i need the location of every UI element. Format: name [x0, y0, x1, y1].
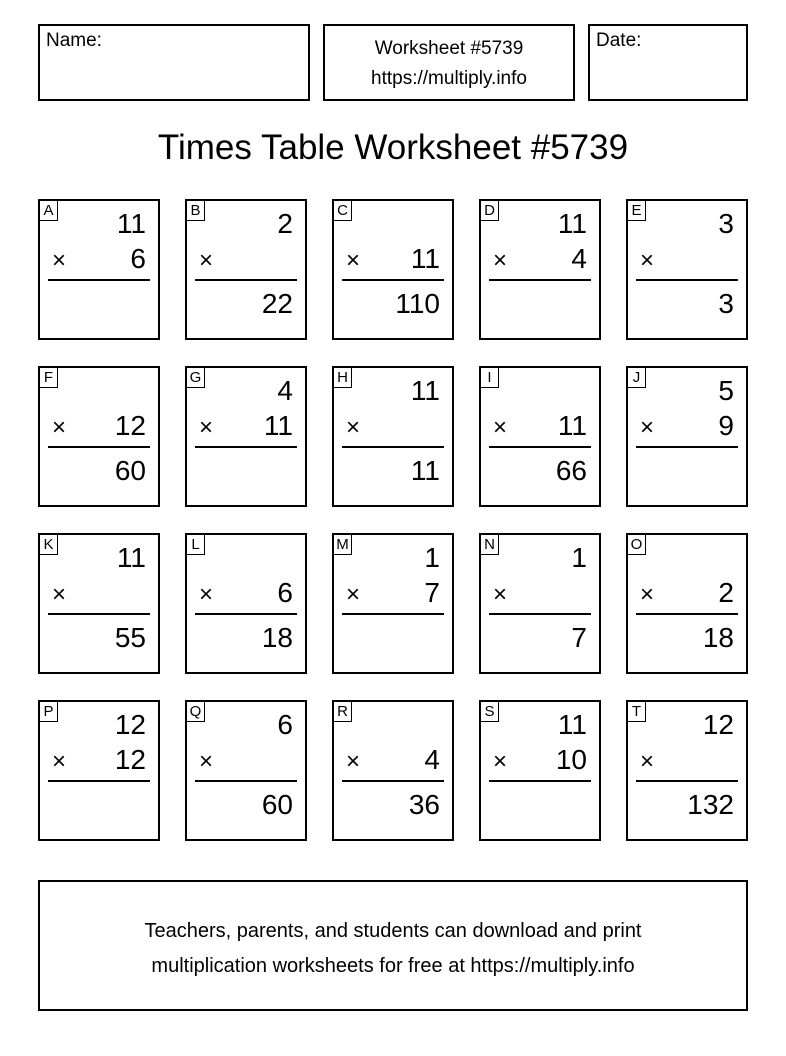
multiplicand: 11 [557, 208, 587, 239]
product: 132 [687, 789, 734, 820]
times-sign: × [52, 748, 67, 775]
multiplicand: 5 [718, 375, 734, 406]
answer-rule [48, 446, 150, 448]
problem-label: I [481, 368, 499, 388]
multiplicand: 11 [557, 709, 587, 740]
problem-card-d [479, 199, 601, 340]
problem-label: L [187, 535, 205, 555]
problem-card-j [626, 366, 748, 507]
worksheet-number: Worksheet #5739 [374, 38, 524, 59]
times-sign: × [640, 748, 655, 775]
times-sign: × [199, 247, 214, 274]
problem-card-k [38, 533, 160, 674]
times-sign: × [199, 748, 214, 775]
multiplicand: 2 [277, 208, 293, 239]
product: 110 [395, 288, 440, 319]
date-field-box [588, 24, 748, 101]
multiplier: 7 [424, 577, 440, 608]
problem-card-t [626, 700, 748, 841]
problem-label: A [40, 201, 58, 221]
date-label: Date: [596, 30, 642, 51]
problem-card-s [479, 700, 601, 841]
problem-card-q [185, 700, 307, 841]
multiplier: 6 [277, 577, 293, 608]
multiplier: 11 [263, 410, 293, 441]
answer-rule [636, 446, 738, 448]
product: 11 [410, 455, 440, 486]
problem-label: C [334, 201, 352, 221]
answer-rule [489, 446, 591, 448]
problem-card-b [185, 199, 307, 340]
problem-label: R [334, 702, 352, 722]
problem-card-h [332, 366, 454, 507]
times-sign: × [493, 414, 508, 441]
times-sign: × [52, 247, 67, 274]
multiplicand: 1 [424, 542, 440, 573]
page-title: Times Table Worksheet #5739 [157, 128, 629, 167]
product: 55 [114, 622, 146, 653]
times-sign: × [346, 414, 361, 441]
multiplicand: 12 [114, 709, 146, 740]
problem-card-f [38, 366, 160, 507]
answer-rule [636, 279, 738, 281]
problem-label: T [628, 702, 646, 722]
problem-label: S [481, 702, 499, 722]
problem-card-e [626, 199, 748, 340]
worksheet-url: https://multiply.info [371, 68, 527, 89]
name-field-box [38, 24, 310, 101]
multiplicand: 1 [571, 542, 587, 573]
problem-label: P [40, 702, 58, 722]
problem-label: K [40, 535, 58, 555]
multiplicand: 11 [116, 208, 146, 239]
answer-rule [342, 613, 444, 615]
multiplier: 10 [555, 744, 587, 775]
name-label: Name: [46, 30, 102, 51]
answer-rule [195, 780, 297, 782]
times-sign: × [346, 247, 361, 274]
answer-rule [195, 613, 297, 615]
problem-card-n [479, 533, 601, 674]
times-sign: × [346, 748, 361, 775]
answer-rule [489, 613, 591, 615]
problem-label: G [187, 368, 205, 388]
problem-label: Q [187, 702, 205, 722]
problem-label: D [481, 201, 499, 221]
times-sign: × [52, 414, 67, 441]
footer-line-1: Teachers, parents, and students can download and print [144, 920, 642, 942]
product: 22 [261, 288, 293, 319]
times-sign: × [640, 247, 655, 274]
problem-card-l [185, 533, 307, 674]
answer-rule [48, 613, 150, 615]
multiplier: 12 [114, 744, 146, 775]
multiplier: 6 [130, 243, 146, 274]
times-sign: × [640, 414, 655, 441]
answer-rule [195, 279, 297, 281]
problem-card-a [38, 199, 160, 340]
problem-label: H [334, 368, 352, 388]
times-sign: × [52, 581, 67, 608]
multiplier: 4 [424, 744, 440, 775]
footer-box [38, 880, 748, 1011]
answer-rule [342, 279, 444, 281]
multiplier: 12 [114, 410, 146, 441]
times-sign: × [493, 581, 508, 608]
times-sign: × [346, 581, 361, 608]
times-sign: × [493, 247, 508, 274]
multiplicand: 4 [277, 375, 293, 406]
answer-rule [48, 780, 150, 782]
multiplicand: 11 [410, 375, 440, 406]
answer-rule [489, 279, 591, 281]
problem-label: B [187, 201, 205, 221]
multiplicand: 12 [702, 709, 734, 740]
multiplier: 9 [718, 410, 734, 441]
problem-card-p [38, 700, 160, 841]
problem-card-r [332, 700, 454, 841]
answer-rule [342, 780, 444, 782]
problem-label: O [628, 535, 646, 555]
answer-rule [636, 613, 738, 615]
multiplicand: 3 [718, 208, 734, 239]
multiplier: 11 [557, 410, 587, 441]
answer-rule [342, 446, 444, 448]
multiplier: 4 [571, 243, 587, 274]
times-sign: × [640, 581, 655, 608]
problem-label: M [334, 535, 352, 555]
problem-label: F [40, 368, 58, 388]
answer-rule [195, 446, 297, 448]
multiplier: 2 [718, 577, 734, 608]
multiplicand: 11 [116, 542, 146, 573]
problem-label: E [628, 201, 646, 221]
answer-rule [489, 780, 591, 782]
times-sign: × [199, 581, 214, 608]
answer-rule [48, 279, 150, 281]
times-sign: × [199, 414, 214, 441]
product: 3 [718, 288, 734, 319]
problem-card-o [626, 533, 748, 674]
product: 60 [114, 455, 146, 486]
product: 66 [555, 455, 587, 486]
worksheet-id-box [323, 24, 575, 101]
problem-card-c [332, 199, 454, 340]
problem-card-i [479, 366, 601, 507]
product: 60 [261, 789, 293, 820]
multiplier: 11 [410, 243, 440, 274]
product: 36 [408, 789, 440, 820]
product: 7 [571, 622, 587, 653]
answer-rule [636, 780, 738, 782]
multiplicand: 6 [277, 709, 293, 740]
product: 18 [702, 622, 734, 653]
times-sign: × [493, 748, 508, 775]
problem-label: N [481, 535, 499, 555]
problem-label: J [628, 368, 646, 388]
problem-card-m [332, 533, 454, 674]
footer-line-2: multiplication worksheets for free at https://multiply.info [151, 955, 635, 977]
product: 18 [261, 622, 293, 653]
problem-card-g [185, 366, 307, 507]
